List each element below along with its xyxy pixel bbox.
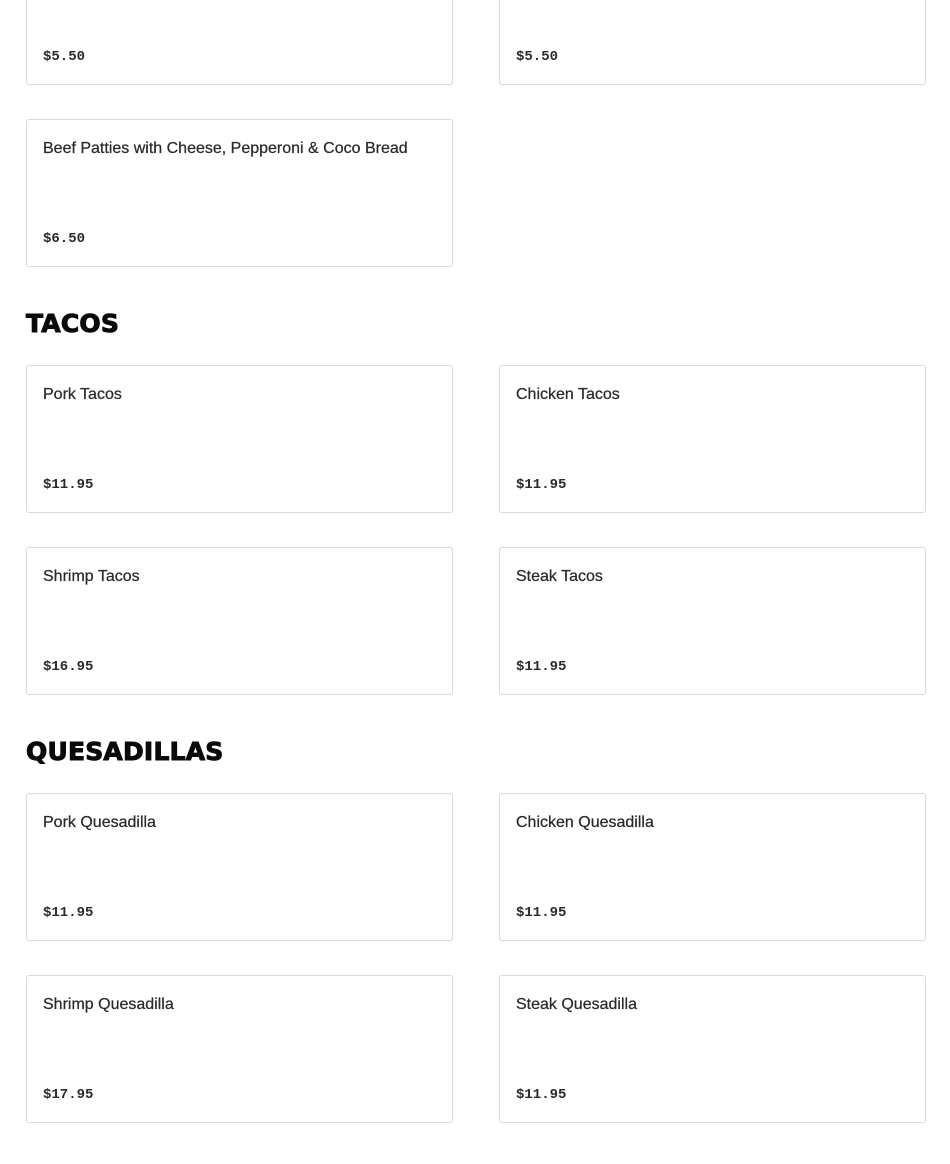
menu-item-card[interactable]: [26, 547, 453, 695]
menu-item-price: $11.95: [43, 477, 94, 493]
menu-item-card[interactable]: [499, 547, 926, 695]
menu-item-card[interactable]: [26, 119, 453, 267]
menu-item-card[interactable]: [26, 0, 453, 85]
menu-item-name: Steak Tacos: [516, 568, 603, 585]
menu-item-name: Steak Quesadilla: [516, 996, 637, 1013]
menu-item-price: $6.50: [43, 231, 86, 247]
menu-item-card[interactable]: [499, 365, 926, 513]
menu-item-name: Pork Tacos: [43, 386, 122, 403]
menu-item-card[interactable]: [26, 975, 453, 1123]
menu-item-price: $11.95: [516, 659, 567, 675]
section-title-quesadillas: QUESADILLAS: [26, 737, 224, 766]
menu-item-price: $11.95: [516, 477, 567, 493]
section-title-tacos: TACOS: [26, 309, 120, 338]
menu-item-name: Shrimp Tacos: [43, 568, 140, 585]
menu-item-name: Chicken Quesadilla: [516, 814, 654, 831]
menu-item-card[interactable]: [26, 365, 453, 513]
menu-item-price: $11.95: [43, 905, 94, 921]
menu-item-card[interactable]: [499, 975, 926, 1123]
menu-item-price: $16.95: [43, 659, 94, 675]
menu-item-name: Beef Patties with Cheese, Pepperoni & Coco Bread: [43, 140, 408, 157]
menu-item-price: $5.50: [516, 49, 559, 65]
menu-item-price: $5.50: [43, 49, 86, 65]
menu-item-name: Pork Quesadilla: [43, 814, 156, 831]
menu-item-price: $11.95: [516, 1087, 567, 1103]
menu-item-price: $17.95: [43, 1087, 94, 1103]
menu-item-price: $11.95: [516, 905, 567, 921]
menu-item-card[interactable]: [499, 793, 926, 941]
menu-item-card[interactable]: [499, 0, 926, 85]
menu-item-name: Shrimp Quesadilla: [43, 996, 174, 1013]
menu-item-card[interactable]: [26, 793, 453, 941]
menu-item-name: Chicken Tacos: [516, 386, 620, 403]
